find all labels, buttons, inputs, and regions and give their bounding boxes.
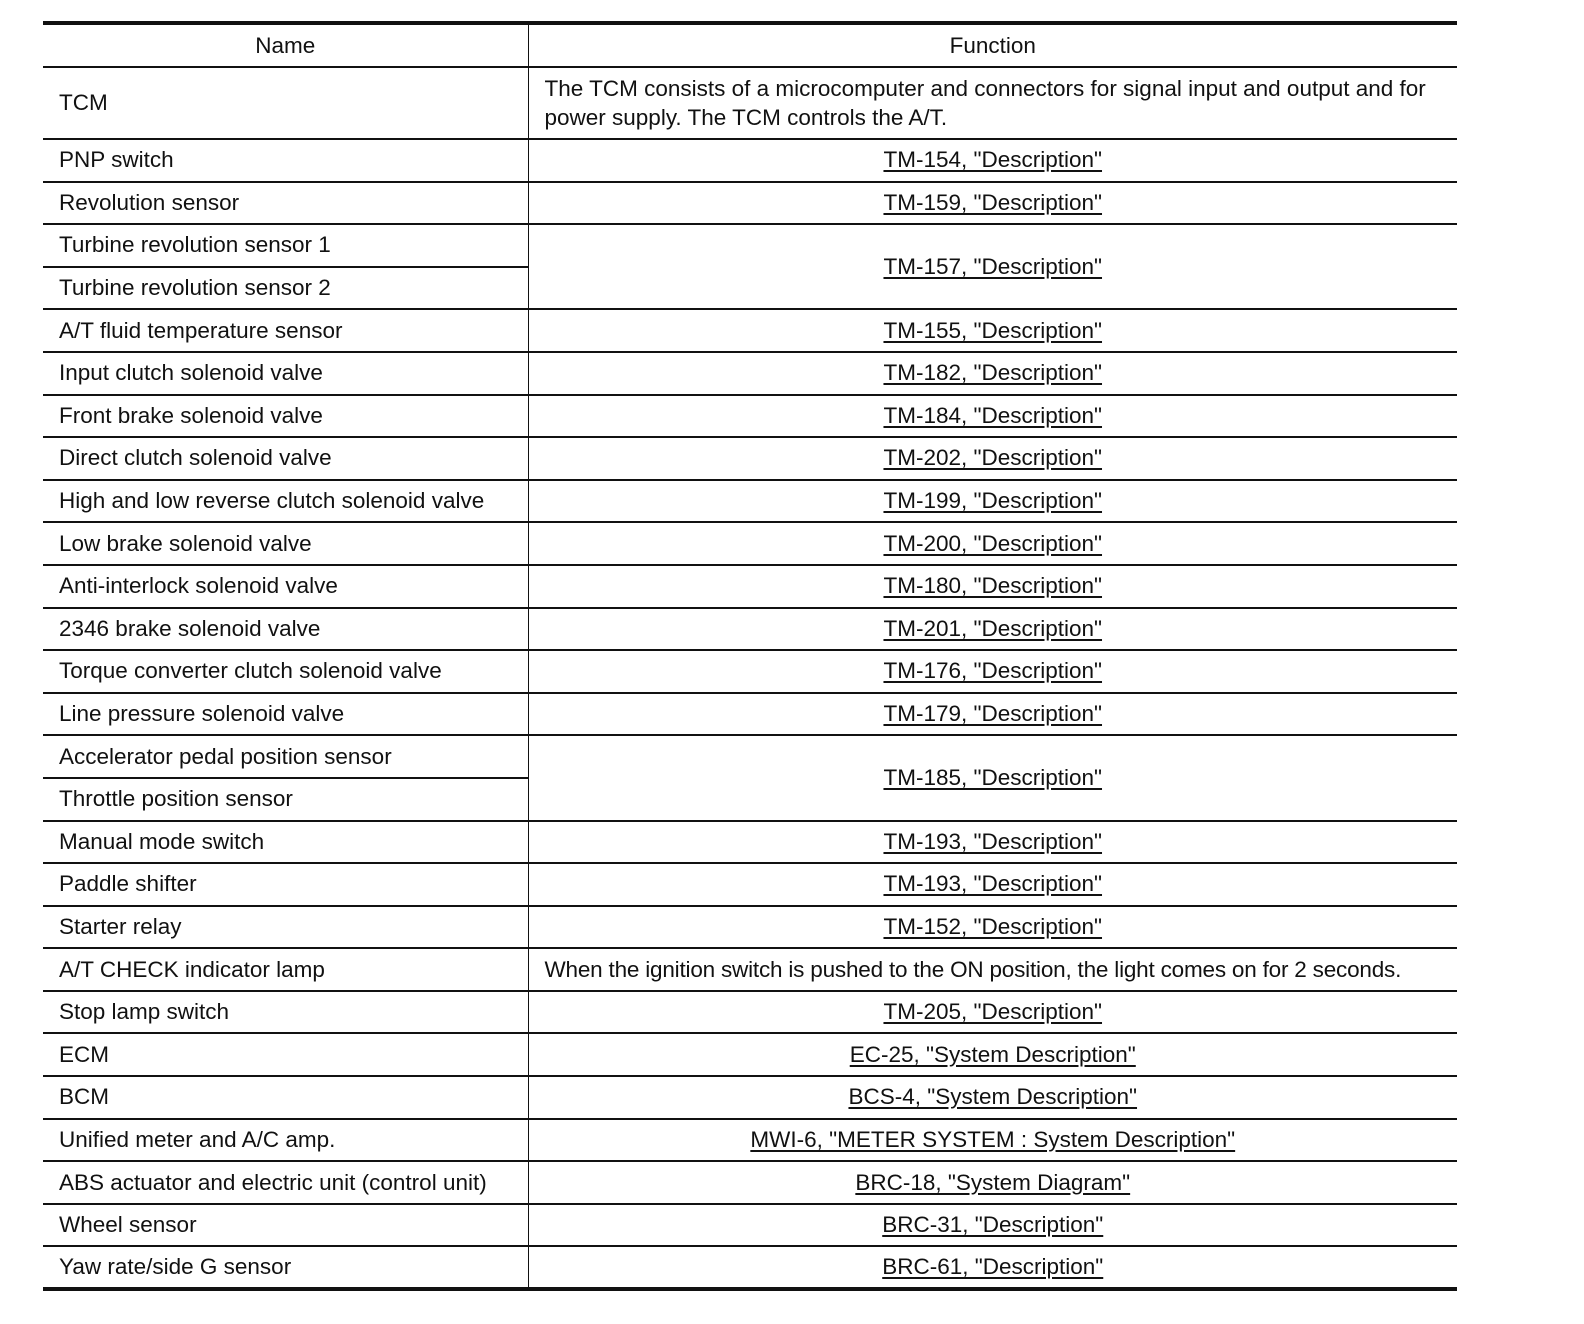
column-header-function: Function	[528, 23, 1457, 67]
row-name: Manual mode switch	[43, 821, 528, 864]
reference-link[interactable]: TM-179, "Description"	[883, 701, 1103, 727]
row-name: BCM	[43, 1076, 528, 1119]
row-name: TCM	[43, 67, 528, 139]
table-row	[43, 650, 1457, 693]
table-row	[43, 224, 1457, 267]
row-name: Wheel sensor	[43, 1204, 528, 1247]
reference-link[interactable]: TM-154, "Description"	[883, 147, 1103, 173]
row-name: Paddle shifter	[43, 863, 528, 906]
reference-link[interactable]: TM-157, "Description"	[883, 253, 1103, 279]
table-row	[43, 608, 1457, 651]
reference-link[interactable]: TM-159, "Description"	[883, 189, 1103, 215]
reference-link[interactable]: TM-185, "Description"	[883, 764, 1103, 790]
reference-link[interactable]: TM-155, "Description"	[883, 317, 1103, 343]
reference-link[interactable]: EC-25, "System Description"	[849, 1041, 1136, 1067]
reference-link[interactable]: TM-152, "Description"	[883, 913, 1103, 939]
reference-link[interactable]: BRC-61, "Description"	[882, 1254, 1104, 1280]
table-row	[43, 863, 1457, 906]
table-row	[43, 821, 1457, 864]
table-row	[43, 1161, 1457, 1204]
row-name: 2346 brake solenoid valve	[43, 608, 528, 651]
table-row	[43, 395, 1457, 438]
row-function-text: When the ignition switch is pushed to the ON position, the light comes on for 2 seconds.	[528, 948, 1457, 991]
table-row	[43, 480, 1457, 523]
table-row	[43, 991, 1457, 1034]
reference-link[interactable]: TM-180, "Description"	[883, 573, 1103, 599]
row-name: PNP switch	[43, 139, 528, 182]
table-row	[43, 437, 1457, 480]
reference-link[interactable]: TM-199, "Description"	[883, 488, 1103, 514]
row-name: Direct clutch solenoid valve	[43, 437, 528, 480]
reference-link[interactable]: MWI-6, "METER SYSTEM : System Description"	[750, 1126, 1236, 1152]
row-name: Torque converter clutch solenoid valve	[43, 650, 528, 693]
row-name: Stop lamp switch	[43, 991, 528, 1034]
row-name: ECM	[43, 1033, 528, 1076]
reference-link[interactable]: TM-205, "Description"	[883, 999, 1103, 1025]
table-row	[43, 693, 1457, 736]
reference-link[interactable]: BRC-31, "Description"	[882, 1212, 1104, 1238]
row-name: Accelerator pedal position sensor	[43, 735, 528, 778]
table-row	[43, 182, 1457, 225]
column-header-name: Name	[43, 23, 528, 67]
header-row	[43, 23, 1457, 67]
row-name: Anti-interlock solenoid valve	[43, 565, 528, 608]
reference-link[interactable]: TM-182, "Description"	[883, 360, 1103, 386]
table-row	[43, 352, 1457, 395]
table-row	[43, 67, 1457, 139]
table-row	[43, 139, 1457, 182]
table-row	[43, 1119, 1457, 1162]
reference-link[interactable]: TM-201, "Description"	[883, 615, 1103, 641]
reference-link[interactable]: TM-193, "Description"	[883, 828, 1103, 854]
reference-link[interactable]: TM-176, "Description"	[883, 658, 1103, 684]
reference-link[interactable]: TM-202, "Description"	[883, 445, 1103, 471]
reference-link[interactable]: TM-193, "Description"	[883, 871, 1103, 897]
table-row	[43, 948, 1457, 991]
table-row	[43, 522, 1457, 565]
reference-link[interactable]: BRC-18, "System Diagram"	[855, 1169, 1131, 1195]
row-name: Line pressure solenoid valve	[43, 693, 528, 736]
table-row	[43, 1246, 1457, 1289]
table-row	[43, 1076, 1457, 1119]
reference-link[interactable]: BCS-4, "System Description"	[848, 1084, 1138, 1110]
row-name: Throttle position sensor	[43, 778, 528, 821]
row-name: Yaw rate/side G sensor	[43, 1246, 528, 1289]
component-function-table	[43, 21, 1457, 1291]
row-name: Low brake solenoid valve	[43, 522, 528, 565]
row-name: ABS actuator and electric unit (control unit)	[43, 1161, 528, 1204]
row-name: A/T fluid temperature sensor	[43, 309, 528, 352]
table-row	[43, 906, 1457, 949]
row-name: Revolution sensor	[43, 182, 528, 225]
row-name: Input clutch solenoid valve	[43, 352, 528, 395]
table-row	[43, 309, 1457, 352]
table-row	[43, 1204, 1457, 1247]
table-row	[43, 565, 1457, 608]
row-name: Turbine revolution sensor 2	[43, 267, 528, 310]
row-name: Starter relay	[43, 906, 528, 949]
row-name: High and low reverse clutch solenoid valve	[43, 480, 528, 523]
table-row	[43, 1033, 1457, 1076]
table-row	[43, 735, 1457, 778]
reference-link[interactable]: TM-200, "Description"	[883, 530, 1103, 556]
reference-link[interactable]: TM-184, "Description"	[883, 402, 1103, 428]
row-name: Turbine revolution sensor 1	[43, 224, 528, 267]
row-name: A/T CHECK indicator lamp	[43, 948, 528, 991]
row-name: Front brake solenoid valve	[43, 395, 528, 438]
row-name: Unified meter and A/C amp.	[43, 1119, 528, 1162]
row-function-text: The TCM consists of a microcomputer and connectors for signal input and output and for power supply. The TCM controls the A/T.	[528, 67, 1457, 139]
